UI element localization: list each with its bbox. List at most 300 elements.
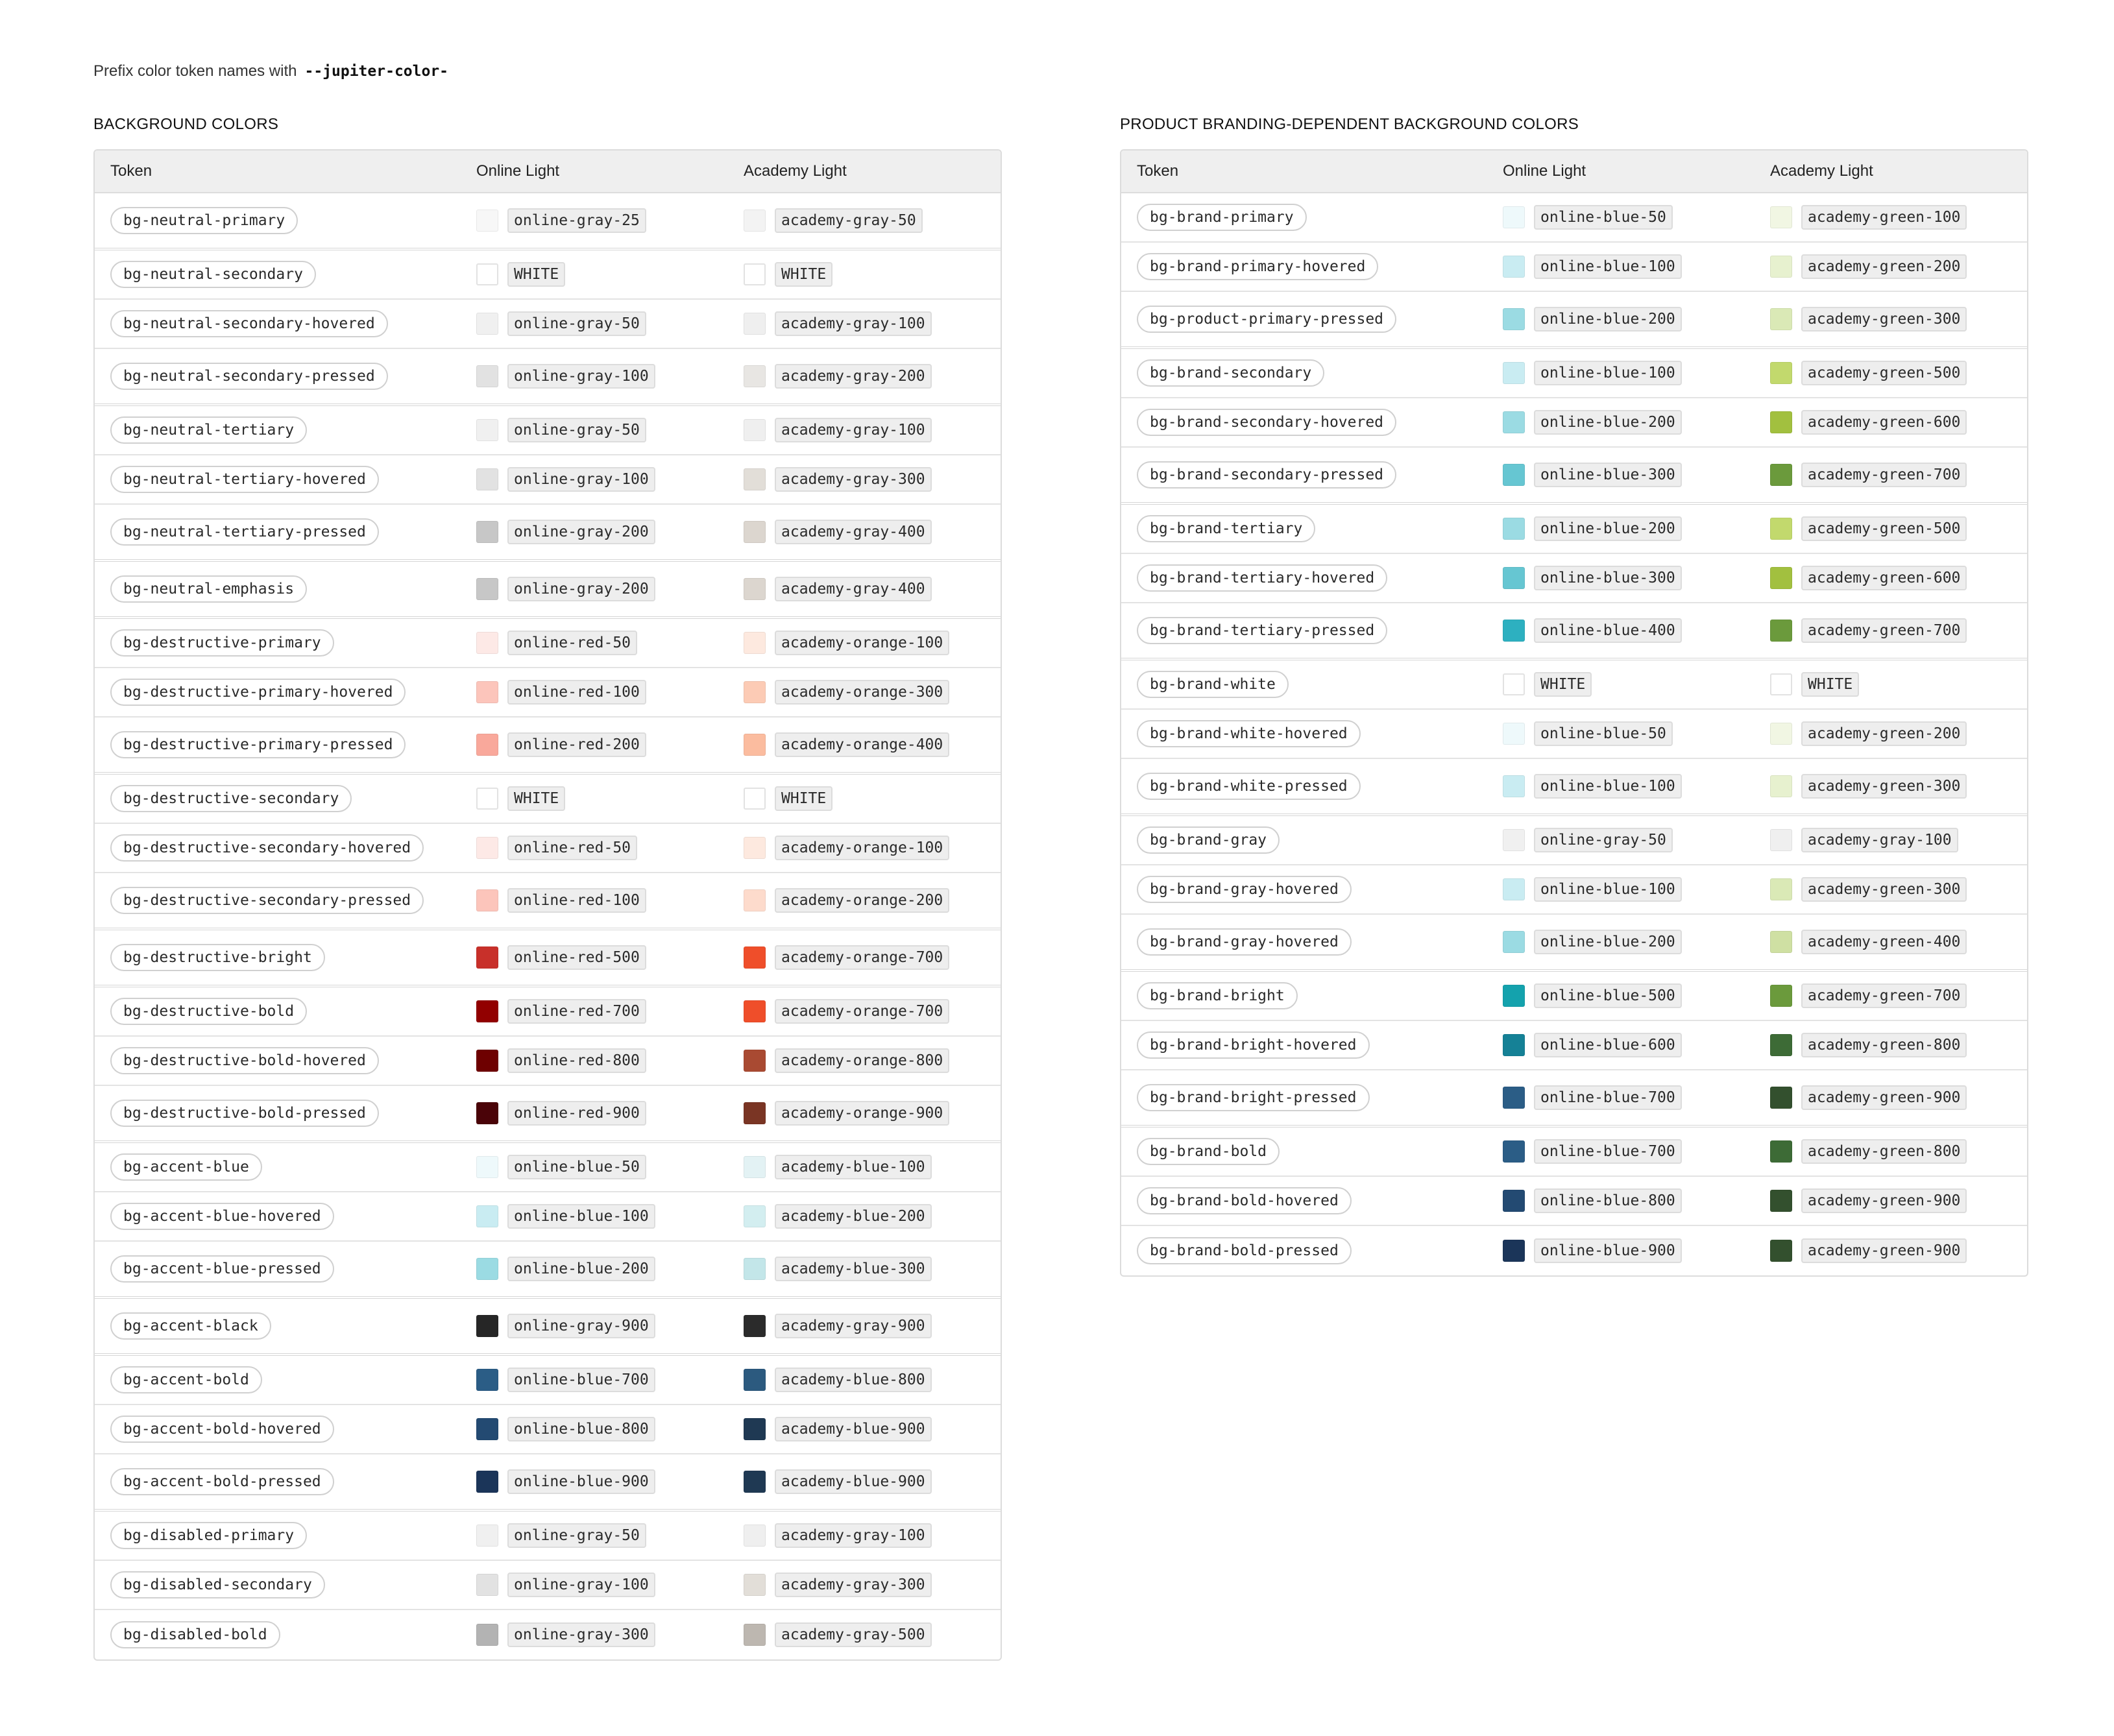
online-color-swatch	[476, 1369, 498, 1391]
online-color-swatch	[476, 313, 498, 335]
token-name: bg-neutral-emphasis	[110, 575, 307, 603]
table-row	[1121, 505, 2027, 554]
online-color-swatch	[1503, 567, 1525, 589]
online-color-swatch	[476, 1624, 498, 1646]
academy-color-swatch	[744, 946, 766, 969]
academy-color-swatch	[744, 578, 766, 600]
online-color-name: online-blue-50	[1534, 205, 1673, 230]
token-name: bg-brand-tertiary-pressed	[1137, 617, 1387, 644]
token-name: bg-brand-secondary-hovered	[1137, 409, 1396, 436]
token-name: bg-destructive-secondary-pressed	[110, 887, 424, 914]
token-name: bg-accent-black	[110, 1312, 271, 1340]
academy-color-swatch	[744, 1574, 766, 1596]
table-row	[95, 1610, 1001, 1659]
token-name: bg-brand-gray-hovered	[1137, 928, 1352, 956]
online-color-swatch	[1503, 1140, 1525, 1163]
online-color-name: online-gray-200	[507, 520, 655, 544]
table-row	[95, 250, 1001, 300]
online-color-swatch	[1503, 256, 1525, 278]
online-color-swatch	[476, 1525, 498, 1547]
online-color-swatch	[476, 788, 498, 810]
online-color-name: online-blue-200	[507, 1257, 655, 1281]
table-row	[95, 824, 1001, 873]
online-color-name: online-gray-200	[507, 577, 655, 601]
academy-color-name: academy-green-500	[1801, 361, 1967, 385]
token-name: bg-accent-bold-hovered	[110, 1416, 334, 1443]
token-name: bg-destructive-primary-pressed	[110, 731, 406, 758]
token-name: bg-brand-white-hovered	[1137, 720, 1361, 747]
token-name: bg-brand-gray	[1137, 826, 1280, 854]
table-row	[95, 562, 1001, 619]
token-name: bg-brand-bright-pressed	[1137, 1084, 1370, 1111]
academy-color-name: academy-gray-100	[1801, 828, 1958, 852]
academy-color-name: academy-green-300	[1801, 877, 1967, 902]
token-name: bg-destructive-primary-hovered	[110, 679, 406, 706]
academy-color-swatch	[744, 313, 766, 335]
academy-color-name: academy-gray-500	[775, 1622, 932, 1647]
token-name: bg-brand-bold-pressed	[1137, 1237, 1352, 1264]
academy-color-name: academy-orange-700	[775, 999, 949, 1024]
table-body	[1121, 193, 2027, 1275]
academy-color-swatch	[744, 1315, 766, 1337]
table-row	[1121, 865, 2027, 915]
online-color-swatch	[476, 1471, 498, 1493]
academy-color-swatch	[744, 1050, 766, 1072]
academy-color-swatch	[744, 1624, 766, 1646]
online-color-name: online-gray-100	[507, 1573, 655, 1597]
online-color-name: online-blue-200	[1534, 410, 1682, 435]
academy-color-swatch	[744, 419, 766, 441]
token-name: bg-destructive-bold-pressed	[110, 1100, 379, 1127]
academy-color-name: academy-green-600	[1801, 410, 1967, 435]
table-row	[95, 930, 1001, 987]
online-color-name: online-gray-100	[507, 364, 655, 389]
table-row	[95, 1086, 1001, 1143]
online-color-swatch	[476, 578, 498, 600]
header-online-light: Online Light	[1503, 162, 1586, 180]
table-row	[95, 1143, 1001, 1192]
table-row	[95, 1405, 1001, 1454]
header-academy-light: Academy Light	[744, 162, 847, 180]
table-row	[1121, 349, 2027, 398]
academy-color-swatch	[744, 632, 766, 654]
token-name: bg-brand-tertiary-hovered	[1137, 564, 1387, 592]
branding-background-colors-section	[1120, 115, 2028, 1277]
online-color-swatch	[1503, 775, 1525, 797]
table-row	[1121, 660, 2027, 710]
online-color-name: online-blue-900	[1534, 1238, 1682, 1263]
online-color-swatch	[1503, 1240, 1525, 1262]
online-color-swatch	[476, 263, 498, 285]
academy-color-name: academy-green-200	[1801, 254, 1967, 279]
online-color-name: online-red-100	[507, 680, 646, 705]
online-color-name: WHITE	[507, 262, 565, 287]
token-name: bg-brand-white	[1137, 671, 1289, 698]
online-color-swatch	[476, 1000, 498, 1022]
token-name: bg-accent-bold-pressed	[110, 1468, 334, 1495]
section-title: BACKGROUND COLORS	[93, 115, 279, 133]
intro-text: Prefix color token names with	[93, 62, 297, 80]
academy-color-name: academy-orange-400	[775, 732, 949, 757]
table-row	[1121, 603, 2027, 660]
academy-color-name: academy-blue-800	[775, 1368, 932, 1392]
academy-color-swatch	[744, 263, 766, 285]
token-name: bg-destructive-bold	[110, 998, 307, 1025]
online-color-swatch	[1503, 1087, 1525, 1109]
academy-color-swatch	[744, 837, 766, 859]
online-color-swatch	[476, 1258, 498, 1280]
online-color-swatch	[476, 632, 498, 654]
online-color-swatch	[1503, 1034, 1525, 1056]
academy-color-name: academy-green-300	[1801, 774, 1967, 799]
table-row	[1121, 193, 2027, 243]
academy-color-swatch	[744, 521, 766, 543]
academy-color-name: academy-blue-900	[775, 1417, 932, 1441]
table-row	[95, 717, 1001, 775]
academy-color-swatch	[744, 889, 766, 911]
academy-color-name: academy-orange-800	[775, 1048, 949, 1073]
online-color-name: online-blue-100	[1534, 774, 1682, 799]
academy-color-swatch	[1770, 1190, 1792, 1212]
academy-color-swatch	[744, 1156, 766, 1178]
academy-color-name: academy-gray-200	[775, 364, 932, 389]
table-row	[1121, 1226, 2027, 1275]
online-color-name: online-blue-800	[507, 1417, 655, 1441]
academy-color-swatch	[1770, 256, 1792, 278]
academy-color-name: academy-green-500	[1801, 516, 1967, 541]
online-color-swatch	[1503, 829, 1525, 851]
academy-color-name: academy-blue-300	[775, 1257, 932, 1281]
academy-color-swatch	[744, 1525, 766, 1547]
online-color-name: online-red-500	[507, 945, 646, 970]
online-color-name: online-blue-600	[1534, 1033, 1682, 1057]
academy-color-swatch	[744, 365, 766, 387]
academy-color-swatch	[1770, 411, 1792, 433]
academy-color-swatch	[1770, 829, 1792, 851]
online-color-name: online-blue-100	[1534, 361, 1682, 385]
academy-color-name: academy-green-800	[1801, 1139, 1967, 1164]
online-color-name: online-gray-100	[507, 467, 655, 492]
academy-color-name: academy-green-900	[1801, 1085, 1967, 1110]
academy-color-swatch	[1770, 620, 1792, 642]
online-color-swatch	[476, 837, 498, 859]
academy-color-name: academy-green-300	[1801, 307, 1967, 332]
academy-color-name: WHITE	[775, 262, 832, 287]
online-color-swatch	[476, 1156, 498, 1178]
branding-background-colors-table	[1120, 149, 2028, 1277]
header-online-light: Online Light	[476, 162, 560, 180]
token-name: bg-destructive-bright	[110, 944, 325, 971]
online-color-swatch	[1503, 931, 1525, 953]
academy-color-name: academy-gray-50	[775, 208, 923, 233]
online-color-swatch	[1503, 464, 1525, 486]
online-color-name: online-gray-50	[507, 1523, 646, 1548]
online-color-swatch	[476, 1418, 498, 1440]
academy-color-swatch	[744, 1369, 766, 1391]
token-name: bg-disabled-primary	[110, 1522, 307, 1549]
online-color-swatch	[476, 1205, 498, 1227]
academy-color-swatch	[1770, 775, 1792, 797]
academy-color-name: academy-orange-700	[775, 945, 949, 970]
table-row	[95, 775, 1001, 824]
academy-color-swatch	[1770, 673, 1792, 695]
online-color-name: online-blue-700	[1534, 1139, 1682, 1164]
academy-color-name: academy-gray-100	[775, 418, 932, 442]
table-row	[1121, 1177, 2027, 1226]
academy-color-name: academy-green-700	[1801, 463, 1967, 487]
academy-color-swatch	[1770, 1034, 1792, 1056]
online-color-swatch	[476, 210, 498, 232]
academy-color-swatch	[1770, 567, 1792, 589]
academy-color-name: academy-orange-300	[775, 680, 949, 705]
academy-color-name: academy-gray-300	[775, 467, 932, 492]
academy-color-swatch	[744, 1000, 766, 1022]
online-color-name: online-blue-100	[1534, 254, 1682, 279]
token-name: bg-accent-blue	[110, 1153, 262, 1181]
token-name: bg-destructive-secondary	[110, 785, 352, 812]
online-color-name: online-blue-800	[1534, 1188, 1682, 1213]
online-color-name: online-blue-700	[1534, 1085, 1682, 1110]
online-color-swatch	[1503, 620, 1525, 642]
table-header	[95, 151, 1001, 193]
table-row	[95, 1242, 1001, 1299]
academy-color-name: academy-orange-100	[775, 631, 949, 655]
table-row	[95, 505, 1001, 562]
table-body	[95, 193, 1001, 1659]
online-color-swatch	[1503, 206, 1525, 228]
online-color-swatch	[476, 946, 498, 969]
table-row	[1121, 710, 2027, 759]
academy-color-swatch	[1770, 464, 1792, 486]
academy-color-swatch	[744, 681, 766, 703]
token-name: bg-brand-gray-hovered	[1137, 876, 1352, 903]
online-color-swatch	[1503, 673, 1525, 695]
online-color-name: online-red-900	[507, 1101, 646, 1126]
academy-color-swatch	[744, 734, 766, 756]
online-color-name: online-red-100	[507, 888, 646, 913]
section-title: PRODUCT BRANDING-DEPENDENT BACKGROUND COLORS	[1120, 115, 1579, 133]
table-row	[1121, 816, 2027, 865]
online-color-name: online-blue-200	[1534, 516, 1682, 541]
online-color-name: WHITE	[1534, 672, 1592, 697]
online-color-swatch	[476, 889, 498, 911]
online-color-name: online-blue-200	[1534, 930, 1682, 954]
academy-color-swatch	[1770, 206, 1792, 228]
academy-color-name: academy-green-400	[1801, 930, 1967, 954]
academy-color-name: academy-blue-100	[775, 1155, 932, 1179]
online-color-swatch	[1503, 878, 1525, 900]
token-name: bg-neutral-secondary-pressed	[110, 363, 388, 390]
online-color-swatch	[476, 468, 498, 490]
academy-color-swatch	[744, 1258, 766, 1280]
academy-color-name: academy-green-900	[1801, 1188, 1967, 1213]
online-color-name: online-blue-50	[1534, 721, 1673, 746]
online-color-name: online-blue-500	[1534, 983, 1682, 1008]
table-row	[95, 193, 1001, 250]
online-color-swatch	[476, 734, 498, 756]
table-row	[1121, 243, 2027, 292]
token-name: bg-brand-primary	[1137, 204, 1307, 231]
online-color-name: online-gray-25	[507, 208, 646, 233]
academy-color-name: academy-orange-200	[775, 888, 949, 913]
online-color-name: online-blue-100	[1534, 877, 1682, 902]
academy-color-name: academy-gray-100	[775, 311, 932, 336]
table-row	[95, 1299, 1001, 1356]
table-row	[95, 1454, 1001, 1512]
online-color-swatch	[476, 521, 498, 543]
academy-color-swatch	[1770, 1140, 1792, 1163]
token-name: bg-brand-bright-hovered	[1137, 1031, 1370, 1059]
academy-color-swatch	[744, 468, 766, 490]
table-row	[95, 619, 1001, 668]
academy-color-name: academy-green-200	[1801, 721, 1967, 746]
token-name: bg-neutral-secondary-hovered	[110, 310, 388, 337]
token-name: bg-destructive-bold-hovered	[110, 1047, 379, 1074]
header-token: Token	[110, 162, 152, 180]
token-name: bg-destructive-primary	[110, 629, 334, 657]
online-color-name: online-blue-300	[1534, 566, 1682, 590]
background-colors-section	[93, 115, 1002, 1661]
academy-color-swatch	[744, 1471, 766, 1493]
token-name: bg-accent-blue-pressed	[110, 1255, 334, 1283]
table-row	[95, 1192, 1001, 1242]
online-color-swatch	[476, 1315, 498, 1337]
online-color-swatch	[476, 681, 498, 703]
academy-color-swatch	[744, 788, 766, 810]
token-name: bg-neutral-tertiary-pressed	[110, 518, 379, 546]
academy-color-name: academy-green-100	[1801, 205, 1967, 230]
online-color-name: WHITE	[507, 786, 565, 811]
token-name: bg-neutral-secondary	[110, 261, 316, 288]
token-prefix: --jupiter-color-	[304, 63, 449, 80]
online-color-swatch	[1503, 723, 1525, 745]
table-row	[1121, 398, 2027, 448]
academy-color-name: academy-green-900	[1801, 1238, 1967, 1263]
token-name: bg-neutral-primary	[110, 207, 298, 234]
online-color-swatch	[1503, 985, 1525, 1007]
academy-color-swatch	[1770, 518, 1792, 540]
online-color-swatch	[1503, 308, 1525, 330]
online-color-name: online-blue-900	[507, 1469, 655, 1494]
table-row	[1121, 759, 2027, 816]
table-row	[95, 1561, 1001, 1610]
table-row	[95, 300, 1001, 349]
online-color-swatch	[476, 365, 498, 387]
online-color-name: online-gray-300	[507, 1622, 655, 1647]
online-color-swatch	[1503, 518, 1525, 540]
table-row	[95, 987, 1001, 1037]
table-row	[95, 668, 1001, 717]
table-row	[95, 1356, 1001, 1405]
online-color-name: online-gray-50	[1534, 828, 1673, 852]
online-color-swatch	[476, 1102, 498, 1124]
token-name: bg-product-primary-pressed	[1137, 306, 1396, 333]
academy-color-name: academy-blue-900	[775, 1469, 932, 1494]
academy-color-name: academy-gray-300	[775, 1573, 932, 1597]
token-name: bg-brand-primary-hovered	[1137, 253, 1378, 280]
table-row	[1121, 1021, 2027, 1070]
online-color-name: online-gray-50	[507, 418, 646, 442]
online-color-name: online-red-200	[507, 732, 646, 757]
academy-color-name: academy-blue-200	[775, 1204, 932, 1229]
table-row	[1121, 1070, 2027, 1127]
table-row	[95, 406, 1001, 455]
online-color-name: online-red-800	[507, 1048, 646, 1073]
academy-color-swatch	[1770, 1240, 1792, 1262]
table-row	[1121, 292, 2027, 349]
background-colors-table	[93, 149, 1002, 1661]
online-color-name: online-red-50	[507, 631, 637, 655]
academy-color-name: academy-gray-400	[775, 520, 932, 544]
academy-color-name: academy-green-800	[1801, 1033, 1967, 1057]
academy-color-swatch	[1770, 931, 1792, 953]
online-color-swatch	[1503, 362, 1525, 384]
academy-color-name: academy-green-600	[1801, 566, 1967, 590]
token-name: bg-disabled-secondary	[110, 1571, 325, 1598]
academy-color-name: academy-gray-900	[775, 1314, 932, 1338]
header-academy-light: Academy Light	[1770, 162, 1873, 180]
academy-color-swatch	[1770, 985, 1792, 1007]
table-header	[1121, 151, 2027, 193]
online-color-name: online-blue-200	[1534, 307, 1682, 332]
online-color-name: online-red-50	[507, 836, 637, 860]
academy-color-swatch	[1770, 308, 1792, 330]
academy-color-name: academy-orange-100	[775, 836, 949, 860]
academy-color-swatch	[744, 1205, 766, 1227]
table-row	[1121, 448, 2027, 505]
token-name: bg-destructive-secondary-hovered	[110, 834, 424, 862]
online-color-name: online-gray-900	[507, 1314, 655, 1338]
academy-color-swatch	[744, 1418, 766, 1440]
online-color-swatch	[1503, 411, 1525, 433]
online-color-swatch	[476, 1574, 498, 1596]
token-name: bg-brand-bold-hovered	[1137, 1187, 1352, 1214]
table-row	[95, 349, 1001, 406]
online-color-name: online-red-700	[507, 999, 646, 1024]
academy-color-name: WHITE	[775, 786, 832, 811]
online-color-swatch	[1503, 1190, 1525, 1212]
online-color-name: online-blue-50	[507, 1155, 646, 1179]
token-name: bg-brand-bold	[1137, 1138, 1280, 1165]
intro-line	[93, 62, 448, 80]
table-row	[1121, 915, 2027, 972]
academy-color-name: academy-gray-100	[775, 1523, 932, 1548]
token-name: bg-brand-white-pressed	[1137, 773, 1361, 800]
table-row	[1121, 554, 2027, 603]
table-row	[95, 455, 1001, 505]
online-color-name: online-blue-300	[1534, 463, 1682, 487]
table-row	[95, 1037, 1001, 1086]
token-name: bg-brand-secondary	[1137, 359, 1324, 387]
token-name: bg-neutral-tertiary-hovered	[110, 466, 379, 493]
online-color-name: online-blue-400	[1534, 618, 1682, 643]
academy-color-swatch	[744, 1102, 766, 1124]
academy-color-swatch	[1770, 723, 1792, 745]
academy-color-name: academy-green-700	[1801, 983, 1967, 1008]
academy-color-swatch	[1770, 878, 1792, 900]
token-name: bg-neutral-tertiary	[110, 416, 307, 444]
academy-color-name: academy-green-700	[1801, 618, 1967, 643]
academy-color-swatch	[1770, 1087, 1792, 1109]
header-token: Token	[1137, 162, 1179, 180]
token-name: bg-brand-secondary-pressed	[1137, 461, 1396, 488]
token-name: bg-disabled-bold	[110, 1621, 280, 1648]
online-color-swatch	[476, 419, 498, 441]
table-row	[95, 873, 1001, 930]
table-row	[95, 1512, 1001, 1561]
online-color-name: online-gray-50	[507, 311, 646, 336]
table-row	[1121, 972, 2027, 1021]
